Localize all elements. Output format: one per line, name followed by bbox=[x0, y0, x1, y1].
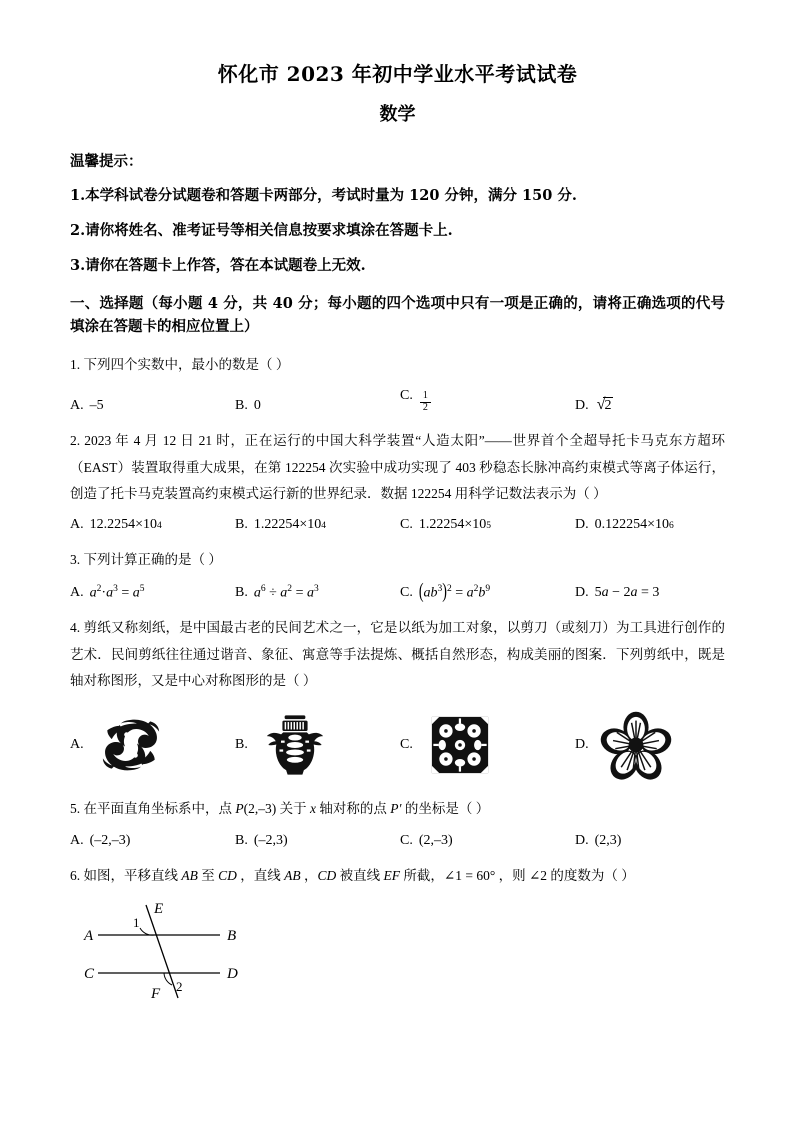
question-6-stem-part-f: 所截，∠1 = 60° ，则 ∠2 的度数为（ ） bbox=[400, 867, 635, 883]
question-2-option-a[interactable] bbox=[70, 517, 235, 533]
option-base: 10 bbox=[472, 517, 487, 533]
fraction-one-half bbox=[420, 391, 431, 413]
question-5-number: 5. bbox=[70, 801, 81, 817]
question-3 bbox=[70, 547, 725, 604]
question-2-option-c[interactable] bbox=[400, 517, 575, 533]
option-exponent: 6 bbox=[669, 521, 674, 532]
question-5-stem-part-c: 轴对称的点 bbox=[316, 801, 391, 817]
option-exponent: 5 bbox=[486, 521, 492, 532]
label-c: C bbox=[84, 965, 95, 982]
question-5-option-d[interactable] bbox=[575, 833, 725, 849]
line-ab-label-1: AB bbox=[181, 867, 198, 883]
page-title: 怀化市 2023 年初中学业水平考试试卷 bbox=[217, 62, 578, 86]
paper-cut-square-floral-icon bbox=[421, 708, 499, 782]
question-4-option-d[interactable] bbox=[575, 708, 725, 782]
option-label: B. bbox=[235, 737, 248, 753]
square-root-of-two bbox=[595, 396, 614, 414]
question-2 bbox=[70, 428, 725, 533]
option-mantissa: 1.22254 bbox=[253, 517, 300, 533]
question-5-option-b[interactable] bbox=[235, 833, 400, 849]
option-base: 10 bbox=[143, 517, 158, 533]
option-value: 0 bbox=[253, 398, 261, 414]
line-ef-label: EF bbox=[383, 867, 401, 883]
option-expression: $a^2\cdot a^3 = a^5$ bbox=[89, 583, 145, 601]
option-label: D. bbox=[575, 832, 589, 848]
question-2-stem bbox=[70, 428, 725, 507]
fraction-denominator: 2 bbox=[420, 402, 431, 414]
option-value: –5 bbox=[89, 398, 104, 414]
question-5-options bbox=[70, 833, 725, 849]
question-1-option-a[interactable] bbox=[70, 398, 235, 414]
label-e: E bbox=[154, 900, 164, 917]
option-value: (2,3) bbox=[594, 832, 622, 848]
label-f: F bbox=[151, 985, 161, 1002]
option-label: C. bbox=[400, 585, 413, 601]
radical-sign: √ bbox=[596, 396, 606, 414]
question-6-number: 6. bbox=[70, 867, 81, 883]
notice-line-2: 2.请你将姓名、准考证号等相关信息按要求填涂在答题卡上. bbox=[70, 221, 453, 239]
option-mantissa: 0.122254 bbox=[594, 517, 648, 533]
question-4-option-b[interactable] bbox=[235, 708, 400, 782]
notice-line-3: 3.请你在答题卡上作答，答在本试题卷上无效. bbox=[70, 256, 366, 274]
label-angle-1: 1 bbox=[133, 914, 140, 930]
question-6-stem-part-b: 至 bbox=[197, 867, 219, 883]
option-expression: $(ab^3)^2 = a^2b^9$ bbox=[418, 581, 491, 604]
question-3-option-a[interactable] bbox=[70, 584, 235, 602]
option-value: (–2,–3) bbox=[89, 832, 131, 848]
angle-1-arc bbox=[140, 928, 154, 935]
option-expression: $a^6 \div a^2 = a^3$ bbox=[253, 583, 319, 601]
question-4-number: 4. bbox=[70, 620, 81, 636]
option-label: C. bbox=[400, 832, 413, 848]
question-4-options bbox=[70, 708, 725, 782]
line-cd-label-2: CD bbox=[317, 867, 337, 883]
question-3-option-b[interactable] bbox=[235, 584, 400, 602]
option-label: D. bbox=[575, 398, 589, 414]
option-value: (–2,3) bbox=[253, 832, 288, 848]
option-label: C. bbox=[400, 737, 413, 753]
question-5-stem bbox=[70, 796, 725, 822]
question-1-option-b[interactable] bbox=[235, 398, 400, 414]
option-label: D. bbox=[575, 585, 589, 601]
question-3-number: 3. bbox=[70, 552, 81, 568]
option-exponent: 4 bbox=[157, 521, 162, 532]
paper-cut-vase-icon bbox=[256, 708, 334, 782]
question-6-stem-part-e: 被直线 bbox=[336, 867, 384, 883]
question-5-option-c[interactable] bbox=[400, 833, 575, 849]
option-label: C. bbox=[400, 517, 413, 533]
option-label: D. bbox=[575, 737, 589, 753]
question-5 bbox=[70, 796, 725, 848]
point-p-label: P bbox=[235, 801, 244, 817]
label-d: D bbox=[227, 965, 238, 982]
radicand: 2 bbox=[604, 398, 612, 414]
paper-cut-fish-swirl-icon bbox=[92, 708, 170, 782]
label-b: B bbox=[227, 927, 237, 944]
option-exponent: 4 bbox=[321, 521, 327, 532]
question-1-stem-text: 下列四个实数中，最小的数是（ ） bbox=[83, 357, 290, 373]
question-4-stem bbox=[70, 615, 725, 694]
option-label: A. bbox=[70, 517, 84, 533]
question-4-option-c[interactable] bbox=[400, 708, 575, 782]
option-value: (2,–3) bbox=[418, 832, 453, 848]
option-label: A. bbox=[70, 585, 84, 601]
question-1-option-d[interactable] bbox=[575, 396, 725, 414]
parallel-lines-transversal-diagram bbox=[72, 895, 322, 1005]
option-label: B. bbox=[235, 832, 248, 848]
notice-line-1: 1.本学科试卷分试题卷和答题卡两部分，考试时量为 120 分钟，满分 150 分. bbox=[70, 186, 577, 204]
question-3-stem bbox=[70, 547, 725, 573]
option-label: B. bbox=[235, 398, 248, 414]
question-4-option-a[interactable] bbox=[70, 708, 235, 782]
question-3-options bbox=[70, 581, 725, 604]
question-3-option-c[interactable] bbox=[400, 581, 575, 604]
question-1-options bbox=[70, 388, 725, 414]
option-label: A. bbox=[70, 832, 84, 848]
option-label: D. bbox=[575, 517, 589, 533]
subject-title: 数学 bbox=[379, 104, 416, 125]
question-6-stem-part-c: ，直线 bbox=[236, 867, 285, 883]
option-base: 10 bbox=[307, 517, 322, 533]
option-mantissa: 1.22254 bbox=[418, 517, 465, 533]
question-6 bbox=[70, 863, 725, 1005]
option-label: C. bbox=[400, 388, 413, 404]
option-label: A. bbox=[70, 737, 84, 753]
question-5-stem-part-b: (2,–3) 关于 bbox=[243, 801, 310, 817]
point-p-prime-label: P′ bbox=[390, 801, 402, 817]
question-2-option-b[interactable] bbox=[235, 517, 400, 533]
page-content bbox=[70, 0, 725, 1005]
times-sign: × bbox=[135, 517, 144, 533]
line-ef bbox=[146, 905, 178, 998]
label-a: A bbox=[84, 927, 94, 944]
notice-heading: 温馨提示： bbox=[70, 152, 143, 170]
option-label: A. bbox=[70, 398, 84, 414]
axis-x-label: x bbox=[310, 801, 316, 817]
question-1-option-c[interactable] bbox=[400, 388, 575, 414]
times-sign: × bbox=[647, 517, 656, 533]
question-4 bbox=[70, 615, 725, 782]
question-6-stem-part-d: ， bbox=[300, 867, 318, 883]
question-5-stem-part-a: 在平面直角坐标系中，点 bbox=[83, 801, 236, 817]
question-1 bbox=[70, 352, 725, 414]
option-mantissa: 12.2254 bbox=[89, 517, 136, 533]
question-6-figure bbox=[72, 895, 725, 1005]
section-one-heading: 一、选择题（每小题 4 分，共 40 分；每小题的四个选项中只有一项是正确的，请将正确选项的代号填涂在答题卡的相应位置上） bbox=[70, 294, 725, 335]
times-sign: × bbox=[464, 517, 473, 533]
label-angle-2: 2 bbox=[176, 978, 183, 994]
paper-cut-five-petal-flower-icon bbox=[597, 708, 675, 782]
line-cd-label-1: CD bbox=[218, 867, 237, 883]
question-2-option-d[interactable] bbox=[575, 517, 725, 533]
question-3-option-d[interactable] bbox=[575, 585, 725, 601]
question-6-stem bbox=[70, 863, 725, 889]
line-ab-label-2: AB bbox=[284, 867, 301, 883]
question-1-stem bbox=[70, 352, 725, 378]
option-label: B. bbox=[235, 585, 248, 601]
option-expression: 5a − 2a = 3 bbox=[594, 585, 660, 601]
question-6-stem-part-a: 如图，平移直线 bbox=[83, 867, 182, 883]
question-4-stem-text: 剪纸又称刻纸，是中国最古老的民间艺术之一，它是以纸为加工对象，以剪刀（或刻刀）为工具进行创作的艺术．民间剪纸往往通过谐音、象征、寓意等手法提炼、概括自然形态，构成美丽的图案．下列剪纸中，既是轴对称图形，又是中心对称图形的是（ ） bbox=[70, 620, 726, 689]
question-2-number: 2. bbox=[70, 433, 81, 449]
question-2-options bbox=[70, 517, 725, 533]
question-2-stem-text: 2023 年 4 月 12 日 21 时，正在运行的中国大科学装置“人造太阳”——世界首个全超导托卡马克东方超环（EAST）装置取得重大成果，在第 122254 次实验中成功实现了 403 秒稳态长脉冲高约束模式等离子体运行，创造了托卡马克装置高约束模式运行新的世界纪录．数据 122254 用科学记数法表示为（ ） bbox=[70, 433, 726, 502]
question-3-stem-text: 下列计算正确的是（ ） bbox=[83, 552, 222, 568]
question-5-option-a[interactable] bbox=[70, 833, 235, 849]
question-5-stem-part-d: 的坐标是（ ） bbox=[401, 801, 490, 817]
fraction-numerator: 1 bbox=[422, 390, 428, 402]
option-label: B. bbox=[235, 517, 248, 533]
times-sign: × bbox=[299, 517, 308, 533]
question-1-number: 1. bbox=[70, 357, 81, 373]
option-base: 10 bbox=[655, 517, 670, 533]
